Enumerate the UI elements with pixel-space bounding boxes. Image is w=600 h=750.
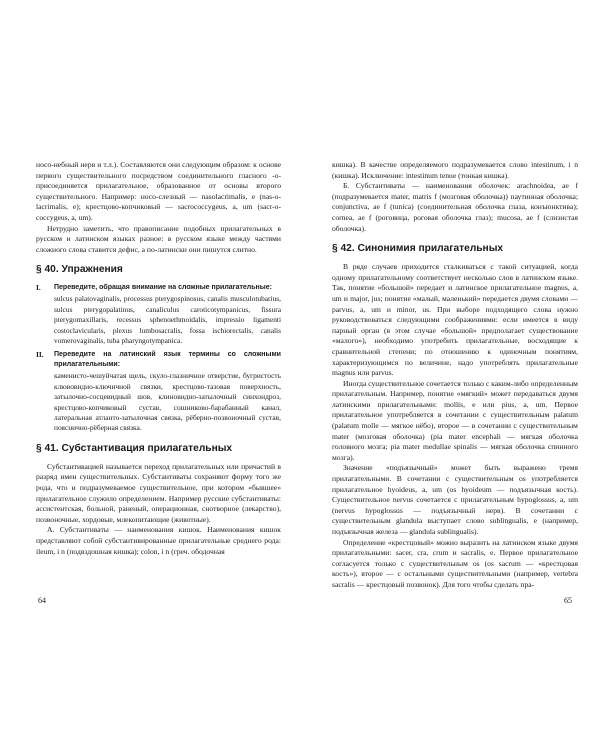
section-40-heading: § 40. Упражнения — [36, 264, 123, 276]
section-41-paragraph-2: А. Субстантиваты — наименования кишок. Наименования кишок представляют собой субстантивированные прилагательные среднего рода: ileum, i n (подвздошная кишка); colon, i n (греч. ободочная — [36, 525, 281, 556]
exercise-2 — [36, 350, 281, 433]
section-42-paragraph-3: Значение «подъязычный» может быть выражено тремя прилагательными. В сочетании с существительным os употребляется прилагательное hyoideus, a, um (os hyoideum — подъязычная кость). Существительное nervus сочетается с прилагательным hypoglossus, a, um (nervus hypoglossus — подъязычный нерв). В сочетании с существительным glandula выступает слово sublingualis, e (например, подъязычная железа — glandula sublingualis). — [332, 463, 578, 536]
left-page-number: 64 — [38, 596, 46, 605]
exercise-1-instruction: Переведите, обращая внимание на сложные прилагательные: — [54, 284, 272, 292]
exercise-1-number: I. — [36, 283, 41, 293]
intro-paragraph-2: Нетрудно заметить, что правописание подобных прилагательных в русском и латинском языках разное: в русском языке между частями сложного слова ставится дефис, а по-латински они пишутся слитно. — [36, 223, 281, 254]
section-41-paragraph-1: Субстантивацией называется переход прилагательных или причастий в разряд имен существительных. Субстантиваты сохраняют форму того же рода, что и подразумеваемое существительное, при котором «бывшее» прилагательное служило определением. Например русские субстантиваты: ассистентская, больной, раненый, операционная, снотворное (лекарство), позвоночные, хордовые, млекопитающие (животные). — [36, 461, 281, 524]
intro-paragraph-1: носо-небный нерв и т.л.). Составляются они следующим образом: к основе первого существительного посредством соединительного гласного -о- присоединяется прилагательное, образованное от основы второго существительного. Например: носо-слезный — nasolacrimalis, e (nas-o-lacrimalis, e); крестцово-копчиковый — sacrococcygeus, a, um (sacr-o-coccygeus, a, um). — [36, 160, 281, 222]
section-42-paragraph-1: В ряде случаев приходится сталкиваться с такой ситуацией, когда одному прилагательному соответствует несколько слов в латинском языке. Так, понятие «большой» передает и латинское прилагательное magnus, a, um и major, jus; понятие «малый, маленький» передается двумя словами — parvus, a, um и minor, us. При выборе подходящего слова нужно руководствоваться следующими соображениями: если имеется в виду парный орган (в этом случае «большой» предполагает существование «малого»), необходимо употребить прилагательные, восходящие к сравнительной степени; по отношению к одиночным понятиям, характеризующимся по величине, надо употреблять прилагательные magnus или parvus. — [332, 262, 578, 378]
section-42-paragraph-2: Иногда существительное сочетается только с каким-либо определенным прилагательным. Например, понятие «мягкий» может передаваться двумя латинскими прилагательными: mollis, e или pius, a, um. Первое прилагательное употребляется в сочетании с существительным palatum (palatum molle — мягкое нёбо), второе — в сочетании с существительным mater (мозговая оболочка) (pia mater encephali — мягкая оболочка головного мозга; pia mater medullae spinalis — мягкая оболочка спинного мозга). — [332, 378, 578, 462]
membranes-paragraph: Б. Субстантиваты — наименования оболочек: arachnoidea, ae f (подразумевается mater, matris f (мозговая оболочка)) паутинная оболочка; conjunctiva, ae f (tunica) (соединительная оболочка глаза, конъюнктива); cornea, ae f (роговица, роговая оболочка глаз); mucosa, ae f (слизистая оболочка). — [332, 181, 578, 233]
exercise-2-terms: каменисто-чешуйчатая щель, скуло-глазничное отверстие, бугристость клювовидно-ключичной связки, крестцово-тазовая поверхность, затылочно-сосцевидный шов, клиновидно-затылочный синхондроз, крестцово-копчиковый сустав, сошниково-барабанный канал, латеральная атланто-затылочная связка, рёберно-позвоночный сустав, пояснично-рёберная связка. — [54, 371, 281, 433]
left-page — [36, 160, 281, 557]
continuation-paragraph: кишка). В качестве определяемого подразумевается слово intestinum, i n (кишка). Исключение: intestinum tenue (тонкая кишка). — [332, 160, 578, 180]
exercise-1 — [36, 283, 281, 346]
exercise-1-terms: sulcus palatovaginalis, processus pterygospinosus, canalis musculotubarius, sulcus pterygopalatinus, canaliculus caroticotympanicus, fissura pterygomaxillaris, recessus sphenoethmoidalis, impressio ligamenti costoclavicularis, plexus lumbosacralis, fossa ischiorectalis, canalis vomerovaginalis, tuba pharyngotympanica. — [54, 294, 281, 345]
exercise-2-number: II. — [36, 350, 44, 360]
right-page — [332, 160, 578, 591]
section-42-paragraph-4: Определение «крестцовый» можно выразить на латинском языке двумя прилагательными: sacer, cra, crum и sacralis, e. Первое прилагательное согласуется только с существительным os (os sacrum — «крестцовая кость»), второе — с остальными существительными (например, vertebra sacralis — крестцовый позвонок). Для того чтобы сделать пра- — [332, 537, 578, 589]
section-41-heading: § 41. Субстантивация прилагательных — [36, 442, 233, 454]
right-page-number: 65 — [564, 596, 572, 605]
exercise-2-instruction: Переведите на латинский язык термины со сложными прилагательными: — [54, 351, 281, 369]
section-42-heading: § 42. Синонимия прилагательных — [332, 243, 504, 255]
